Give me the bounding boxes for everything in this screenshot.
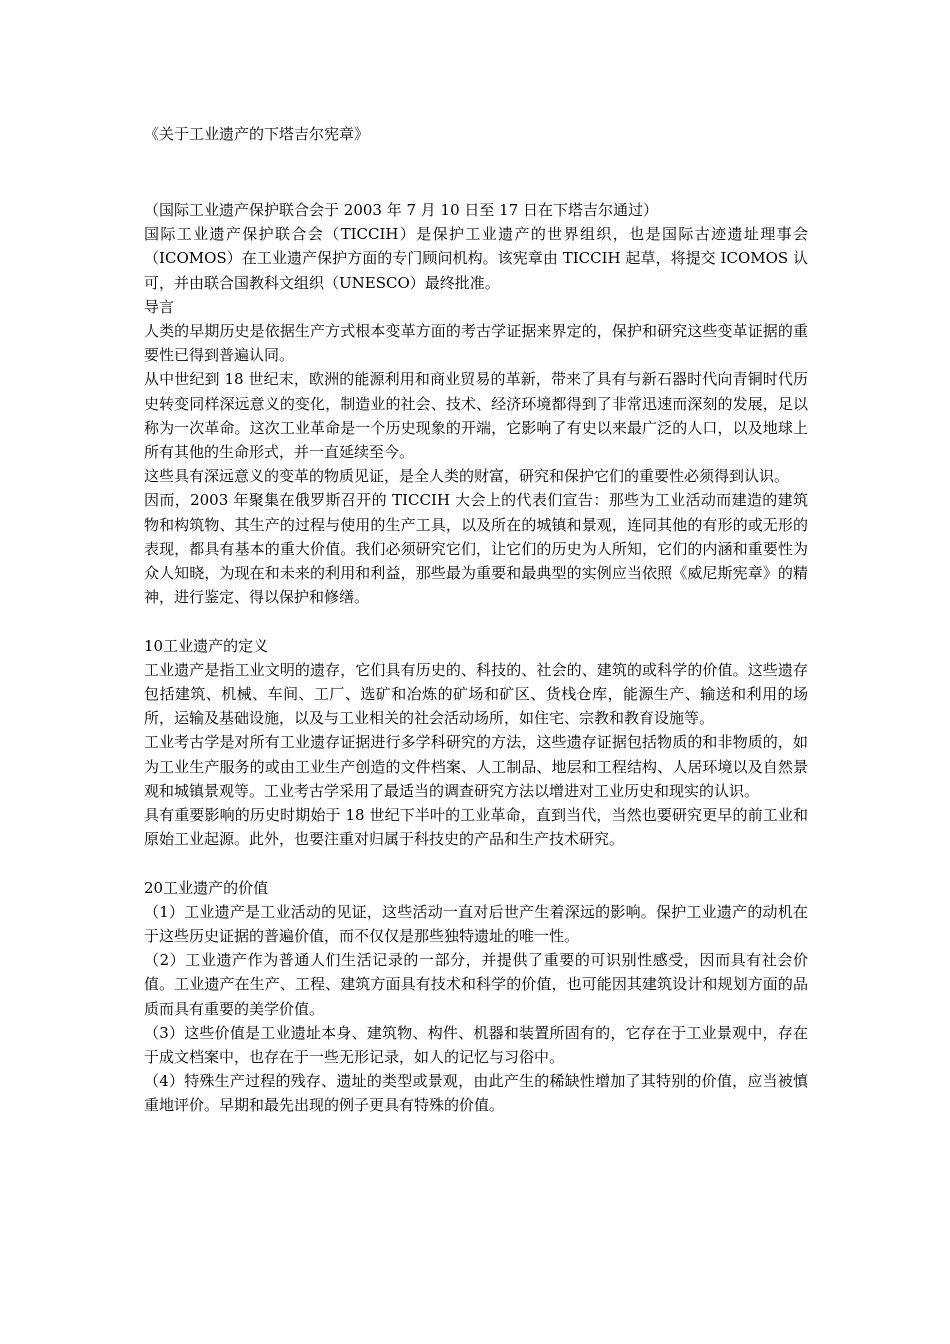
list-item: （3）这些价值是工业遗址本身、建筑物、构件、机器和装置所固有的，它存在于工业景观中，存在于成文档案中，也存在于一些无形记录，如人的记忆与习俗中。 (144, 1023, 808, 1067)
list-item: （2）工业遗产作为普通人们生活记录的一部分，并提供了重要的可识别性感受，因而具有社会价值。工业遗产在生产、工程、建筑方面具有技术和科学的价值，也可能因其建筑设计和规划方面的品质而具有重要的美学价值。 (144, 951, 808, 1018)
body-paragraph: 从中世纪到 18 世纪末，欧洲的能源利用和商业贸易的革新，带来了具有与新石器时代向青铜时代历史转变同样深远意义的变化，制造业的社会、技术、经济环境都得到了非常迅速而深刻的发展，足以称为一次革命。这次工业革命是一个历史现象的开端，它影响了有史以来最广泛的人口，以及地球上所有其他的生命形式，并一直延续至今。 (144, 370, 808, 462)
body-paragraph: 工业遗产是指工业文明的遗存，它们具有历史的、科技的、社会的、建筑的或科学的价值。这些遗存包括建筑、机械、车间、工厂、选矿和冶炼的矿场和矿区、货栈仓库，能源生产、输送和利用的场所，运输及基础设施，以及与工业相关的社会活动场所，如住宅、宗教和教育设施等。 (144, 660, 808, 728)
list-item: （1）工业遗产是工业活动的见证，这些活动一直对后世产生着深远的影响。保护工业遗产的动机在于这些历史证据的普遍价值，而不仅仅是那些独特遗址的唯一性。 (144, 902, 808, 946)
body-paragraph: 人类的早期历史是依据生产方式根本变革方面的考古学证据来界定的，保护和研究这些变革证据的重要性已得到普遍认同。 (144, 322, 808, 365)
body-paragraph: 国际工业遗产保护联合会（TICCIH）是保护工业遗产的世界组织，也是国际古迹遗址理事会（ICOMOS）在工业遗产保护方面的专门顾问机构。该宪章由 TICCIH 起草，将提交 ICOMOS 认可，并由联合国教科文组织（UNESCO）最终批准。 (144, 225, 808, 292)
adoption-note: （国际工业遗产保护联合会于 2003 年 7 月 10 日至 17 日在下塔吉尔通过） (144, 201, 659, 219)
body-paragraph: 工业考古学是对所有工业遗存证据进行多学科研究的方法，这些遗存证据包括物质的和非物质的，如为工业生产服务的或由工业生产创造的文件档案、人工制品、地层和工程结构、人居环境以及自然景观和城镇景观等。工业考古学采用了最适当的调查研究方法以增进对工业历史和现实的认识。 (144, 733, 808, 800)
list-item: （4）特殊生产过程的残存、遗址的类型或景观，由此产生的稀缺性增加了其特别的价值，应当被慎重地评价。早期和最先出现的例子更具有特殊的价值。 (144, 1072, 808, 1115)
section-heading-definition: 10工业遗产的定义 (144, 636, 269, 655)
section-heading-introduction: 导言 (144, 297, 175, 316)
body-paragraph: 这些具有深远意义的变革的物质见证，是全人类的财富，研究和保护它们的重要性必须得到认识。 (144, 467, 790, 486)
section-heading-values: 20工业遗产的价值 (144, 878, 269, 897)
document-body (144, 198, 808, 1118)
blank-line (144, 609, 808, 633)
body-paragraph: 因而，2003 年聚集在俄罗斯召开的 TICCIH 大会上的代表们宣告：那些为工业活动而建造的建筑物和构筑物、其生产的过程与使用的生产工具，以及所在的城镇和景观，连同其他的有形的或无形的表现，都具有基本的重大价值。我们必须研究它们，让它们的历史为人所知，它们的内涵和重要性为众人知晓，为现在和未来的利用和利益，那些最为重要和最典型的实例应当依照《威尼斯宪章》的精神，进行鉴定、得以保护和修缮。 (144, 491, 808, 607)
document-title: 《关于工业遗产的下塔吉尔宪章》 (144, 125, 370, 143)
blank-line (144, 851, 808, 875)
body-paragraph: 具有重要影响的历史时期始于 18 世纪下半叶的工业革命，直到当代，当然也要研究更早的前工业和原始工业起源。此外，也要注重对归属于科技史的产品和生产技术研究。 (144, 806, 808, 849)
